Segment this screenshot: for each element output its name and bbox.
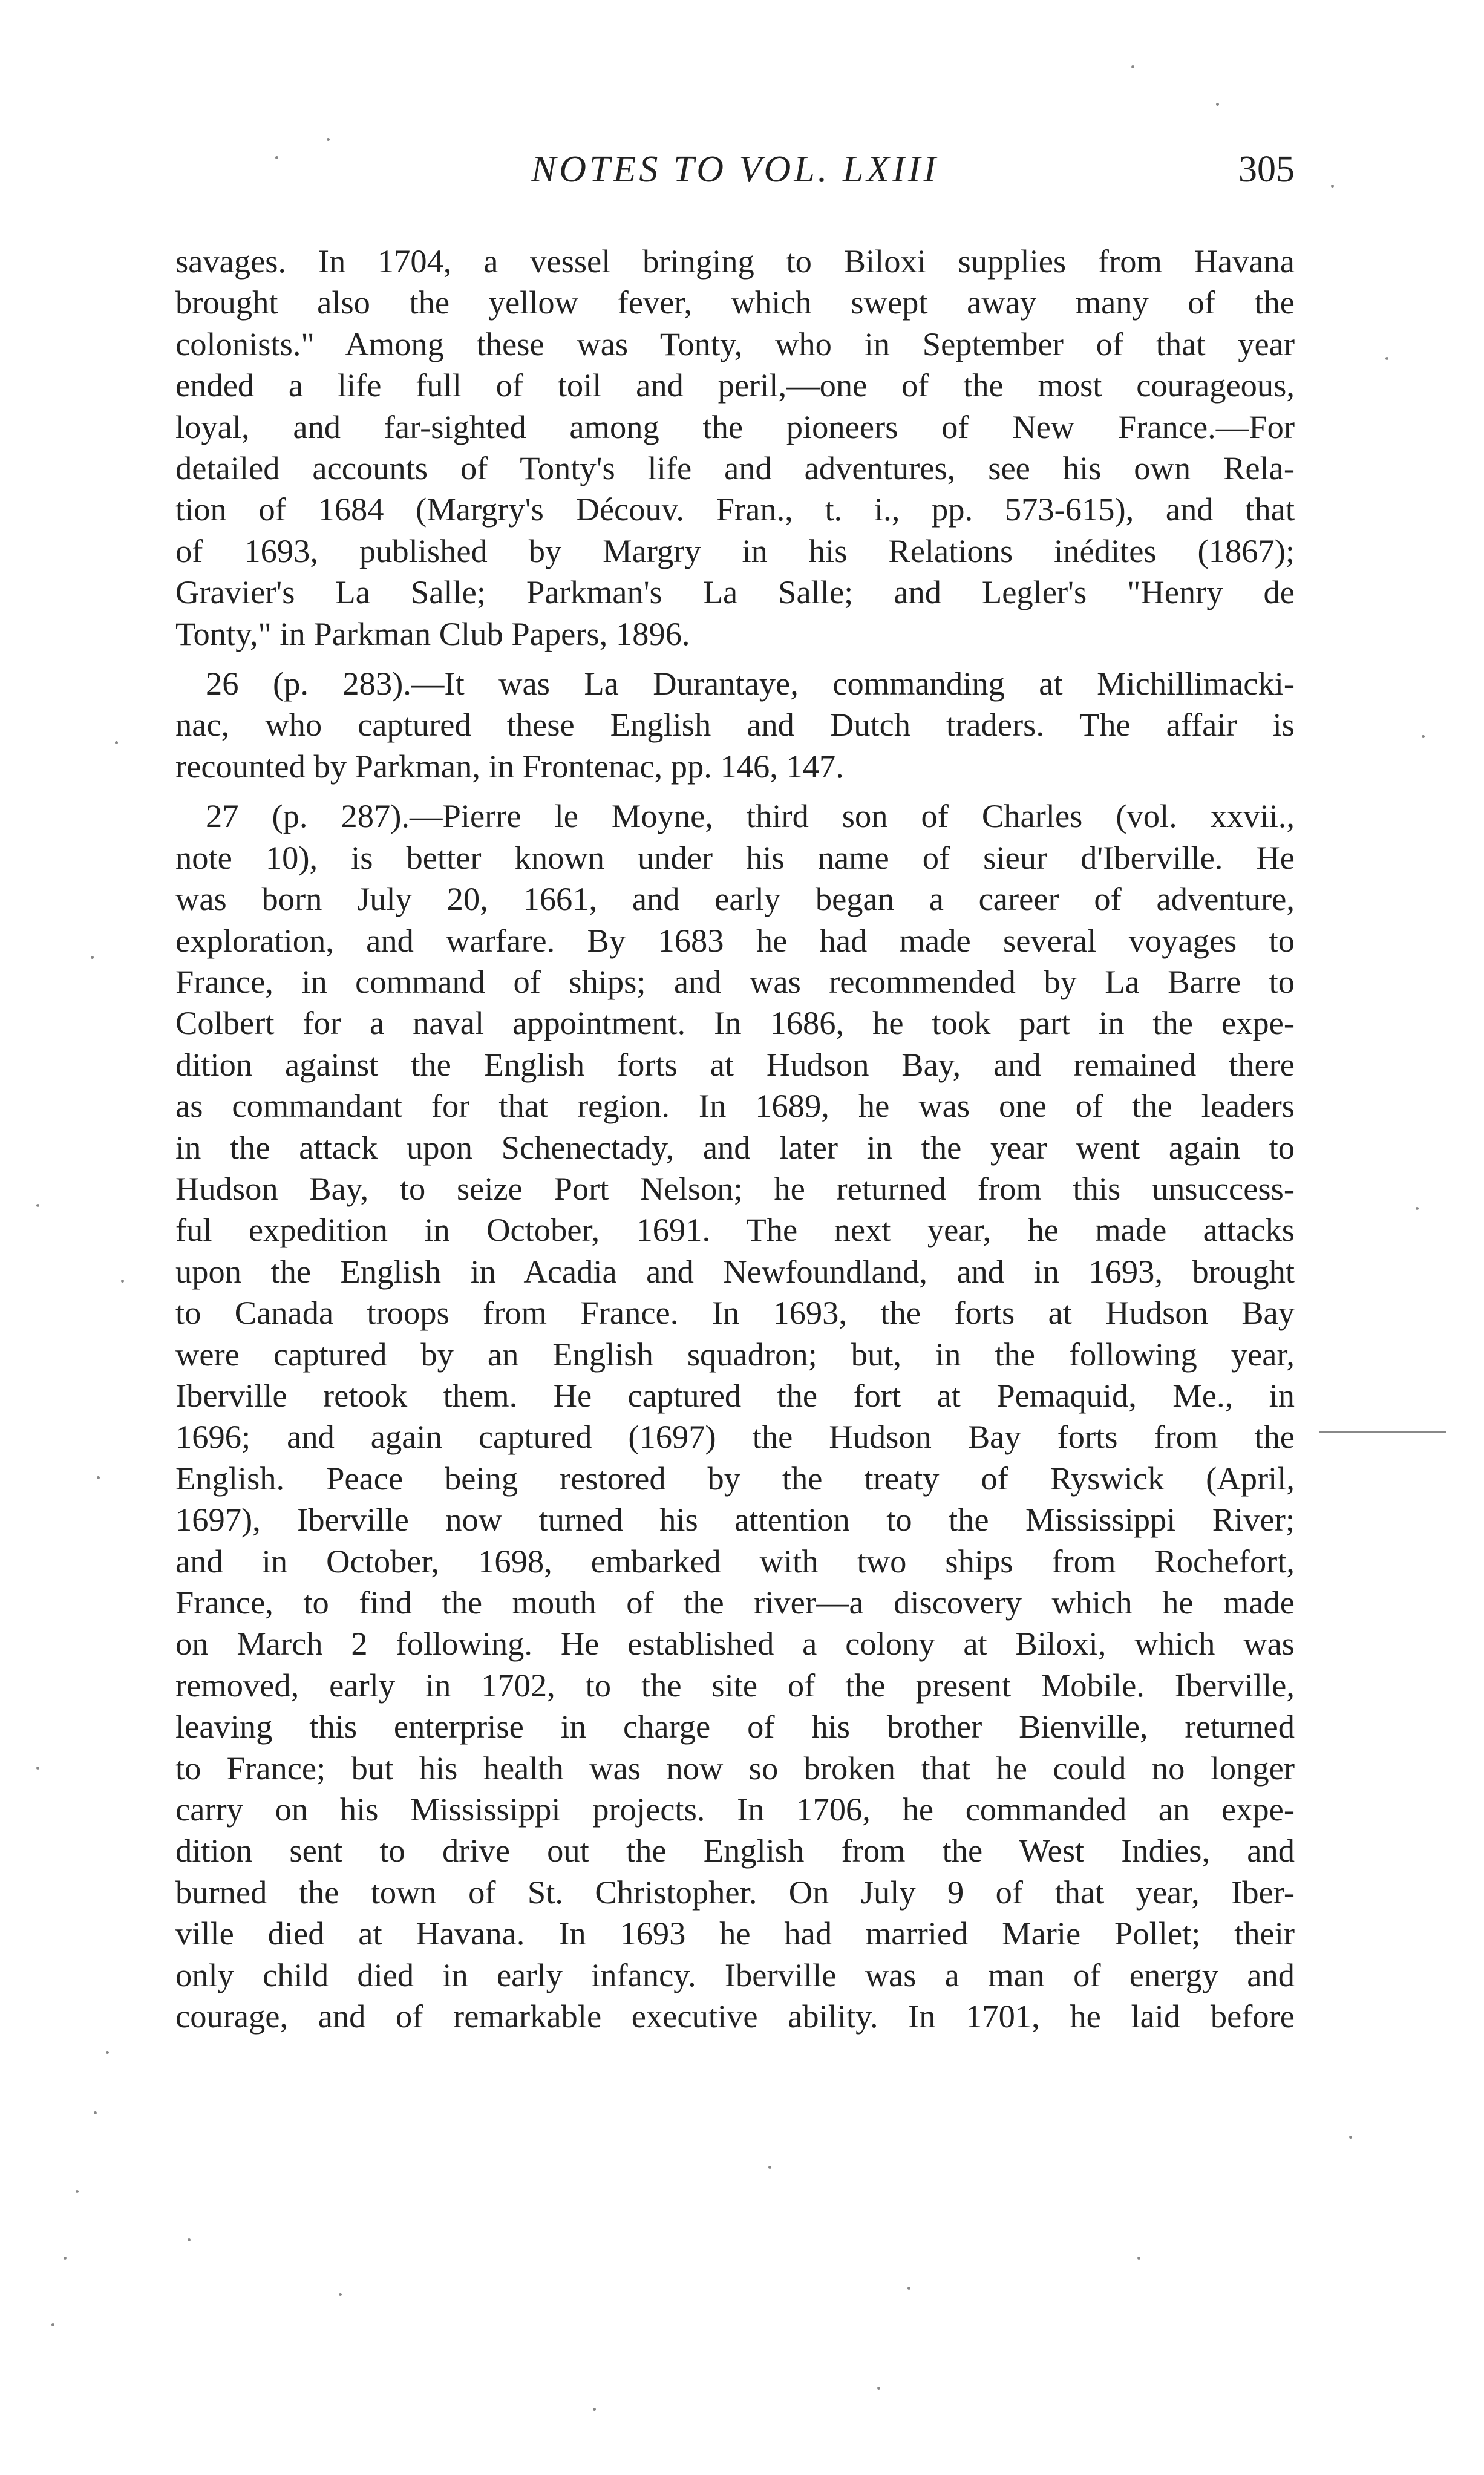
paragraph-note-27 [175,796,1295,2037]
text-line: English. Peace being restored by the treaty of Ryswick (April, [175,1459,1295,1497]
running-head: NOTES TO VOL. LXIII [531,149,940,190]
text-line: savages. In 1704, a vessel bringing to Biloxi supplies from Havana [175,243,1295,280]
text-line: dition sent to drive out the English from the West Indies, and [175,1832,1295,1869]
text-line: on March 2 following. He established a colony at Biloxi, which was [175,1625,1295,1663]
text-line: in the attack upon Schenectady, and later in the year went again to [175,1128,1295,1166]
text-line: ended a life full of toil and peril,—one of the most courageous, [175,367,1295,404]
text-line: Colbert for a naval appointment. In 1686, he took part in the expe- [175,1004,1295,1042]
text-line: nac, who captured these English and Dutch traders. The affair is [175,706,1295,744]
text-line: was born July 20, 1661, and early began a career of adventure, [175,880,1295,918]
text-line: of 1693, published by Margry in his Relations inédites (1867); [175,532,1295,569]
text-line: as commandant for that region. In 1689, he was one of the leaders [175,1087,1295,1125]
paragraph-note-26 [175,663,1295,787]
text-line: leaving this enterprise in charge of his brother Bienville, returned [175,1708,1295,1745]
text-line: Iberville retook them. He captured the fort at Pemaquid, Me., in [175,1376,1295,1414]
text-line: brought also the yellow fever, which swept away many of the [175,284,1295,321]
text-line: were captured by an English squadron; but, in the following year, [175,1335,1295,1373]
text-line: to France; but his health was now so broken that he could no longer [175,1749,1295,1787]
text-line: loyal, and far-sighted among the pioneers of New France.—For [175,408,1295,445]
text-line: 1697), Iberville now turned his attention to the Mississippi River; [175,1501,1295,1538]
text-line: carry on his Mississippi projects. In 1706, he commanded an expe- [175,1791,1295,1828]
text-line: 26 (p. 283).—It was La Durantaye, commanding at Michillimacki- [206,665,1295,702]
text-line: ville died at Havana. In 1693 he had married Marie Pollet; their [175,1915,1295,1952]
text-line: Tonty," in Parkman Club Papers, 1896. [175,615,690,652]
page-header [175,148,1295,203]
text-line: ful expedition in October, 1691. The next year, he made attacks [175,1211,1295,1249]
text-line: France, in command of ships; and was recommended by La Barre to [175,963,1295,1000]
page-number: 305 [1238,149,1295,190]
text-line: to Canada troops from France. In 1693, the forts at Hudson Bay [175,1294,1295,1332]
text-line: recounted by Parkman, in Frontenac, pp. 146, 147. [175,747,844,785]
text-line: note 10), is better known under his name of sieur d'Iberville. He [175,839,1295,876]
text-line: France, to find the mouth of the river—a discovery which he made [175,1584,1295,1621]
text-line: colonists." Among these was Tonty, who in September of that year [175,325,1295,362]
text-line: burned the town of St. Christopher. On July 9 of that year, Iber- [175,1873,1295,1911]
text-line: Hudson Bay, to seize Port Nelson; he returned from this unsuccess- [175,1169,1295,1207]
paragraph-tonty [175,241,1295,655]
text-line: only child died in early infancy. Iberville was a man of energy and [175,1956,1295,1993]
text-line: tion of 1684 (Margry's Découv. Fran., t. i., pp. 573-615), and that [175,491,1295,528]
text-line: detailed accounts of Tonty's life and adventures, see his own Rela- [175,450,1295,487]
text-line: and in October, 1698, embarked with two ships from Rochefort, [175,1542,1295,1580]
text-line: 27 (p. 287).—Pierre le Moyne, third son of Charles (vol. xxvii., [206,797,1295,835]
text-line: dition against the English forts at Hudson Bay, and remained there [175,1045,1295,1083]
text-line: exploration, and warfare. By 1683 he had made several voyages to [175,921,1295,959]
text-line: courage, and of remarkable executive ability. In 1701, he laid before [175,1998,1295,2035]
text-line: removed, early in 1702, to the site of the present Mobile. Iberville, [175,1666,1295,1704]
notes-body [175,241,1295,2037]
text-line: Gravier's La Salle; Parkman's La Salle; and Legler's "Henry de [175,574,1295,611]
text-line: upon the English in Acadia and Newfoundland, and in 1693, brought [175,1252,1295,1290]
text-line: 1696; and again captured (1697) the Hudson Bay forts from the [175,1418,1295,1456]
